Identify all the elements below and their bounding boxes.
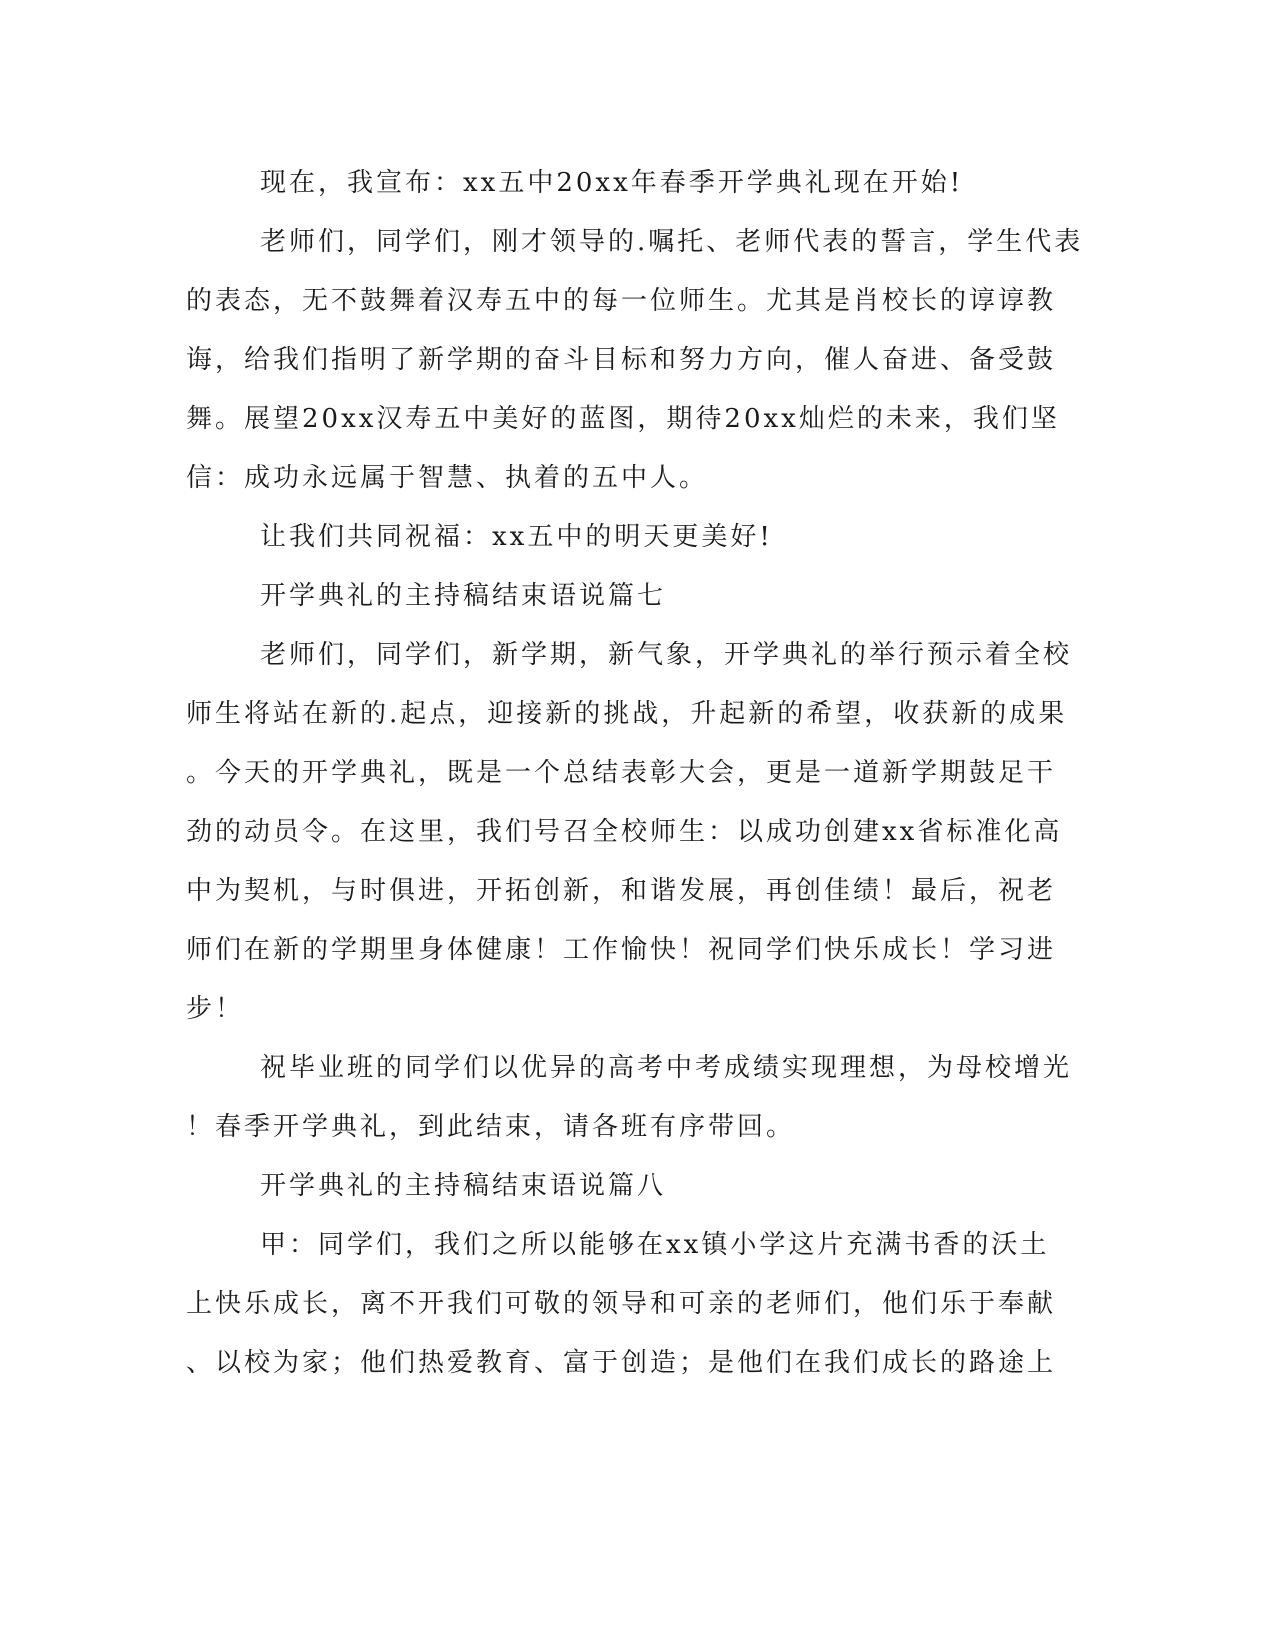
paragraph-line: 、以校为家；他们热爱教育、富于创造；是他们在我们成长的路途上 <box>186 1348 1057 1378</box>
paragraph-line: 甲：同学们，我们之所以能够在xx镇小学这片充满书香的沃土 <box>260 1230 1050 1260</box>
paragraph-line: 信：成功永远属于智慧、执着的五中人。 <box>186 463 709 493</box>
paragraph-line: 中为契机，与时俱进，开拓创新，和谐发展，再创佳绩！最后，祝老 <box>186 876 1057 906</box>
paragraph-line: 老师们，同学们，刚才领导的.嘱托、老师代表的誓言，学生代表 <box>260 227 1084 257</box>
section-heading: 开学典礼的主持稿结束语说篇七 <box>260 581 667 611</box>
paragraph-line: ！春季开学典礼，到此结束，请各班有序带回。 <box>186 1112 796 1142</box>
paragraph-line: 现在，我宣布：xx五中20xx年春季开学典礼现在开始! <box>260 168 964 198</box>
paragraph-line: 让我们共同祝福：xx五中的明天更美好! <box>260 522 773 552</box>
paragraph-line: 劲的动员令。在这里，我们号召全校师生：以成功创建xx省标准化高 <box>186 817 1063 847</box>
paragraph-line: 。今天的开学典礼，既是一个总结表彰大会，更是一道新学期鼓足干 <box>186 758 1057 788</box>
paragraph-line: 老师们，同学们，新学期，新气象，开学典礼的举行预示着全校 <box>260 640 1073 670</box>
section-heading: 开学典礼的主持稿结束语说篇八 <box>260 1171 667 1201</box>
paragraph-line: 师们在新的学期里身体健康！工作愉快！祝同学们快乐成长！学习进 <box>186 935 1057 965</box>
paragraph-line: 师生将站在新的.起点，迎接新的挑战，升起新的希望，收获新的成果 <box>186 699 1068 729</box>
paragraph-line: 的表态，无不鼓舞着汉寿五中的每一位师生。尤其是肖校长的谆谆教 <box>186 286 1057 316</box>
paragraph-line: 步！ <box>186 994 245 1024</box>
paragraph-line: 上快乐成长，离不开我们可敬的领导和可亲的老师们，他们乐于奉献 <box>186 1289 1057 1319</box>
paragraph-line: 诲，给我们指明了新学期的奋斗目标和努力方向，催人奋进、备受鼓 <box>186 345 1057 375</box>
paragraph-line: 祝毕业班的同学们以优异的高考中考成绩实现理想，为母校增光 <box>260 1053 1073 1083</box>
paragraph-line: 舞。展望20xx汉寿五中美好的蓝图，期待20xx灿烂的未来，我们坚 <box>186 404 1060 434</box>
